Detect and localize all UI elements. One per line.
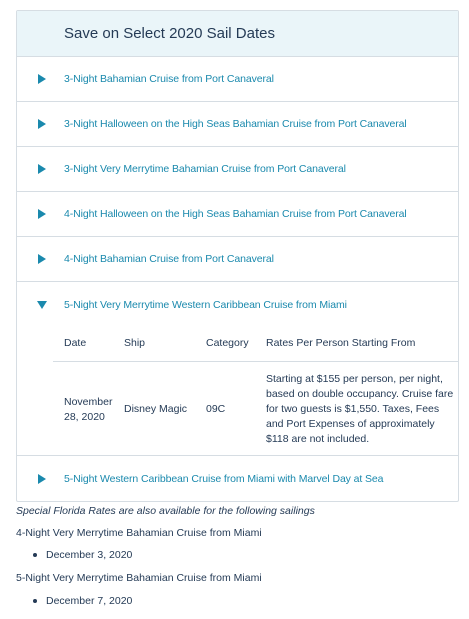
sailing-date-item [33, 595, 132, 607]
accordion-row-4night-halloween[interactable] [17, 192, 458, 237]
sailing-date: December 3, 2020 [46, 549, 133, 561]
accordion-row-label[interactable]: 5-Night Very Merrytime Western Caribbean Cruise from Miami [64, 298, 347, 311]
column-header-ship: Ship [113, 327, 195, 362]
bullet-icon [33, 599, 37, 603]
caret-right-icon [17, 254, 64, 264]
caret-right-icon [17, 164, 64, 174]
caret-right-icon [17, 209, 64, 219]
sailing-date: December 7, 2020 [46, 595, 133, 607]
bullet-icon [33, 553, 37, 557]
sailing-date-item [33, 549, 132, 561]
accordion-row-3night-bahamian[interactable] [17, 57, 458, 102]
caret-right-icon [17, 474, 64, 484]
caret-right-icon [17, 74, 64, 84]
accordion-row-label[interactable]: 4-Night Halloween on the High Seas Bahamian Cruise from Port Canaveral [64, 208, 407, 220]
column-header-rates: Rates Per Person Starting From [255, 327, 459, 362]
accordion-row-label[interactable]: 3-Night Bahamian Cruise from Port Canaveral [64, 73, 274, 85]
accordion-row-5night-merrytime-caribbean[interactable] [17, 282, 458, 327]
accordion-row-5night-marvel[interactable] [17, 456, 458, 501]
accordion-panel [16, 10, 459, 502]
sailing-title: 5-Night Very Merrytime Bahamian Cruise from Miami [16, 572, 262, 584]
accordion-expanded-section [17, 282, 458, 456]
cell-rates: Starting at $155 per person, per night, based on double occupancy. Cruise fare for two guests is $1,550. Taxes, Fees and Port Expenses of approximately $118 are not included. [266, 373, 454, 445]
accordion-row-label[interactable]: 4-Night Bahamian Cruise from Port Canaveral [64, 253, 274, 265]
special-rates-note: Special Florida Rates are also available for the following sailings [16, 505, 315, 517]
sailing-title: 4-Night Very Merrytime Bahamian Cruise from Miami [16, 527, 262, 539]
accordion-row-3night-halloween[interactable] [17, 102, 458, 147]
cell-date: November 28, 2020 [64, 395, 113, 423]
panel-title: Save on Select 2020 Sail Dates [64, 25, 275, 42]
rates-table [53, 327, 459, 455]
panel-header [17, 11, 458, 57]
accordion-row-label[interactable]: 5-Night Western Caribbean Cruise from Miami with Marvel Day at Sea [64, 472, 384, 485]
cell-ship: Disney Magic [124, 403, 188, 415]
accordion-row-label[interactable]: 3-Night Halloween on the High Seas Bahamian Cruise from Port Canaveral [64, 118, 407, 130]
column-header-date: Date [53, 327, 113, 362]
table-header-row [53, 327, 459, 362]
accordion-row-3night-merrytime[interactable] [17, 147, 458, 192]
column-header-category: Category [195, 327, 255, 362]
caret-right-icon [17, 119, 64, 129]
rates-table-wrap [53, 327, 458, 455]
caret-down-icon [17, 301, 64, 309]
table-row [53, 362, 459, 456]
accordion-row-label[interactable]: 3-Night Very Merrytime Bahamian Cruise from Port Canaveral [64, 163, 346, 175]
accordion-row-4night-bahamian[interactable] [17, 237, 458, 282]
cell-category: 09C [206, 403, 226, 415]
